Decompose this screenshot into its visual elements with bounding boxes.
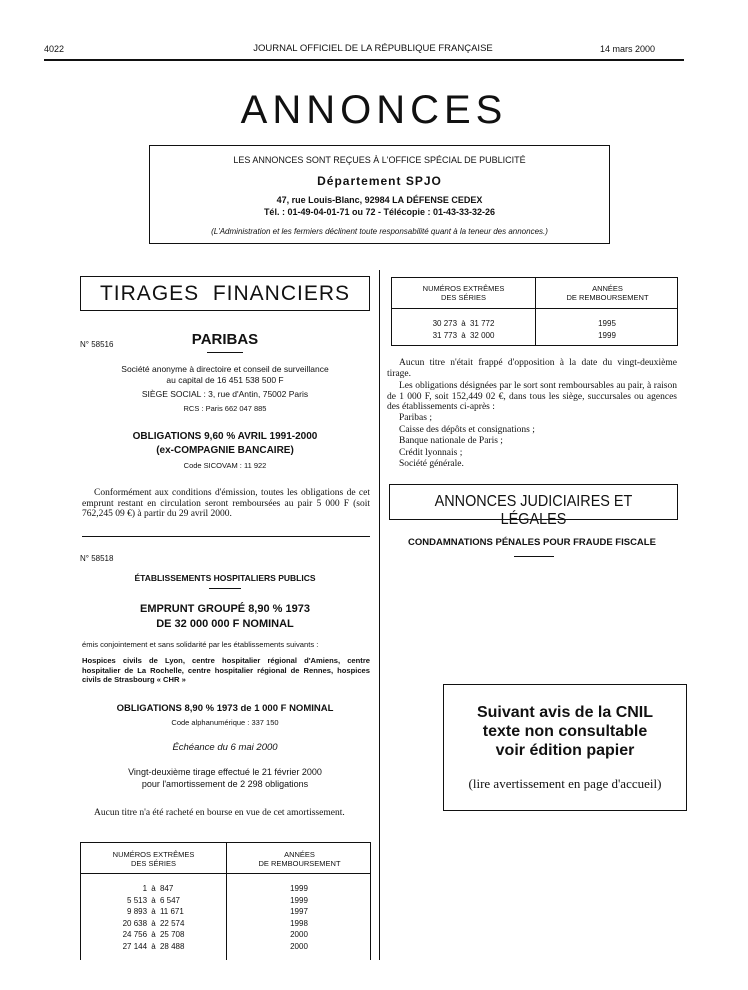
redemption-note: Aucun titre n'a été racheté en bourse en vue de cet amortissement. xyxy=(94,808,345,818)
bank-item: Crédit lyonnais ; xyxy=(399,447,463,458)
office-address: 47, rue Louis-Blanc, 92984 LA DÉFENSE CEDEX xyxy=(276,195,483,205)
annonces-title: ANNONCES xyxy=(240,88,508,132)
page-number: 4022 xyxy=(44,44,65,54)
section-title: ANNONCES JUDICIAIRES ET LÉGALES xyxy=(434,493,633,528)
redeemable-text: Les obligations désignées par le sort sont remboursables au pair, à raison de 1 000 F, soit 152,449 02 €, dans tous les siège, succursales ou agences des établissements ci-après : xyxy=(387,381,677,412)
loan-title: EMPRUNT GROUPÉ 8,90 % 1973 xyxy=(140,603,310,615)
column-divider xyxy=(379,270,380,960)
department-name: Département SPJO xyxy=(317,174,442,188)
tirages-financiers-header xyxy=(80,276,370,311)
cnil-line-3: voir édition papier xyxy=(495,742,635,759)
company-seat: SIÈGE SOCIAL : 3, rue d'Antin, 75002 Paris xyxy=(141,389,309,399)
company-rcs: RCS : Paris 662 047 885 xyxy=(183,404,267,413)
publicity-office-box xyxy=(149,145,610,244)
series-range xyxy=(81,918,226,930)
series-separator: à xyxy=(149,918,158,928)
issuer-underline xyxy=(209,588,241,589)
draw-line-2: pour l'amortissement de 2 298 obligations xyxy=(141,779,309,789)
cnil-note: (lire avertissement en page d'accueil) xyxy=(468,776,662,791)
series-from: 1 xyxy=(142,884,148,893)
notice-number: N° 58516 xyxy=(80,340,114,349)
bonds-title: OBLIGATIONS 9,60 % AVRIL 1991-2000 xyxy=(132,431,318,442)
annonces-judiciaires-header xyxy=(389,484,678,528)
series-separator: à xyxy=(459,319,468,328)
right-series-table xyxy=(391,277,678,346)
series-range xyxy=(81,895,226,907)
series-from: 20 638 xyxy=(122,918,148,928)
table-row xyxy=(392,330,679,342)
series-separator: à xyxy=(149,907,158,916)
series-rows xyxy=(392,318,679,341)
series-separator: à xyxy=(149,930,158,939)
issue-date: 14 mars 2000 xyxy=(600,44,656,54)
paribas-text: Conformément aux conditions d'émission, toutes les obligations de cet emprunt restant en circulation seront remboursées au pair 5 000 F (soit 762,245 09 €) à partir du 29 avril 2000. xyxy=(82,488,370,519)
series-range xyxy=(81,906,226,918)
bank-item: Caisse des dépôts et consignations ; xyxy=(399,424,535,435)
series-range xyxy=(81,929,226,941)
notice-separator xyxy=(82,536,370,537)
cnil-notice-box xyxy=(443,684,687,811)
series-range xyxy=(392,330,535,342)
redemption-year: 1999 xyxy=(290,884,308,893)
series-to: 32 000 xyxy=(469,330,495,340)
disclaimer: (L'Administration et les fermiers déclinent toute responsabilité quant à la teneur des annonces.) xyxy=(211,227,548,236)
series-range xyxy=(81,941,226,953)
table-row xyxy=(392,318,679,330)
issued-by: émis conjointement et sans solidarité par les établissements suivants : xyxy=(82,640,319,649)
office-line: LES ANNONCES SONT REÇUES À L'OFFICE SPÉCIAL DE PUBLICITÉ xyxy=(233,155,526,165)
redemption-year: 2000 xyxy=(290,930,308,939)
bank-item: Société générale. xyxy=(399,459,464,469)
series-to: 31 772 xyxy=(469,319,495,328)
journal-title: JOURNAL OFFICIEL DE LA RÉPUBLIQUE FRANÇAISE xyxy=(253,43,493,54)
redemption-year: 1995 xyxy=(598,319,616,328)
series-separator: à xyxy=(149,884,158,893)
redemption-year: 2000 xyxy=(290,941,308,951)
office-phone: Tél. : 01-49-04-01-71 ou 72 - Télécopie : 01-43-33-32-26 xyxy=(263,207,496,217)
company-capital: au capital de 16 451 538 500 F xyxy=(166,375,284,385)
series-separator: à xyxy=(459,330,468,340)
series-from: 5 513 xyxy=(127,895,148,905)
bank-item: Paribas ; xyxy=(399,413,432,423)
redemption-year: 1999 xyxy=(290,895,308,905)
series-to: 28 488 xyxy=(159,941,185,951)
series-from: 31 773 xyxy=(432,330,458,340)
series-from: 24 756 xyxy=(122,930,148,939)
series-to: 22 574 xyxy=(159,918,185,928)
table-row xyxy=(81,941,372,953)
maturity-date: Échéance du 6 mai 2000 xyxy=(172,742,278,753)
series-to: 6 547 xyxy=(159,895,180,905)
table-row xyxy=(81,883,372,895)
series-separator: à xyxy=(149,895,158,905)
table-row xyxy=(81,918,372,930)
issuer-name: ÉTABLISSEMENTS HOSPITALIERS PUBLICS xyxy=(134,573,316,583)
company-underline xyxy=(207,352,243,353)
left-series-table xyxy=(80,842,371,960)
header-series: NUMÉROS EXTRÊMES DES SÉRIES xyxy=(422,284,505,302)
redemption-year: 1998 xyxy=(290,918,308,928)
loan-nominal: DE 32 000 000 F NOMINAL xyxy=(156,618,294,630)
company-desc: Société anonyme à directoire et conseil de surveillance xyxy=(121,364,329,374)
bank-list xyxy=(399,413,535,471)
table-row xyxy=(81,906,372,918)
sicovam-code: Code SICOVAM : 11 922 xyxy=(183,461,267,470)
series-from: 9 893 xyxy=(127,907,148,916)
alphanumeric-code: Code alphanumérique : 337 150 xyxy=(171,718,279,727)
draw-line-1: Vingt-deuxième tirage effectué le 21 février 2000 xyxy=(128,767,322,777)
cnil-line-1: Suivant avis de la CNIL xyxy=(476,704,654,721)
series-range xyxy=(392,318,535,330)
redemption-year: 1999 xyxy=(598,330,616,340)
section-subtitle: CONDAMNATIONS PÉNALES POUR FRAUDE FISCALE xyxy=(408,537,656,548)
series-to: 11 671 xyxy=(159,907,184,916)
series-to: 847 xyxy=(159,884,174,893)
cnil-line-2: texte non consultable xyxy=(482,723,648,740)
subtitle-underline xyxy=(514,556,554,557)
series-from: 30 273 xyxy=(432,319,458,328)
header-series: NUMÉROS EXTRÊMES DES SÉRIES xyxy=(112,850,195,868)
bonds-subtitle: (ex-COMPAGNIE BANCAIRE) xyxy=(156,445,294,456)
series-separator: à xyxy=(149,941,158,951)
obligations-title: OBLIGATIONS 8,90 % 1973 de 1 000 F NOMINAL xyxy=(116,703,334,714)
header-years: ANNÉES DE REMBOURSEMENT xyxy=(258,850,341,868)
section-title: TIRAGES FINANCIERS xyxy=(99,282,351,305)
series-from: 27 144 xyxy=(122,941,148,951)
company-name: PARIBAS xyxy=(191,331,259,348)
bank-item: Banque nationale de Paris ; xyxy=(399,436,503,446)
hospitals-list: Hospices civils de Lyon, centre hospitalier régional d'Amiens, centre hospitalier de La Rochelle, centre hospitalier régional de Rennes, hospices civils de Strasbourg « CHR » xyxy=(82,656,370,684)
series-range xyxy=(81,883,226,895)
redemption-year: 1997 xyxy=(290,907,308,916)
header-years: ANNÉES DE REMBOURSEMENT xyxy=(566,284,649,302)
header-rule xyxy=(44,59,684,61)
series-rows xyxy=(81,883,372,952)
series-to: 25 708 xyxy=(159,930,185,939)
table-row xyxy=(81,929,372,941)
notice-number-2: N° 58518 xyxy=(80,554,114,563)
opposition-text: Aucun titre n'était frappé d'opposition à la date du vingt-deuxième tirage. xyxy=(387,358,677,379)
table-row xyxy=(81,895,372,907)
